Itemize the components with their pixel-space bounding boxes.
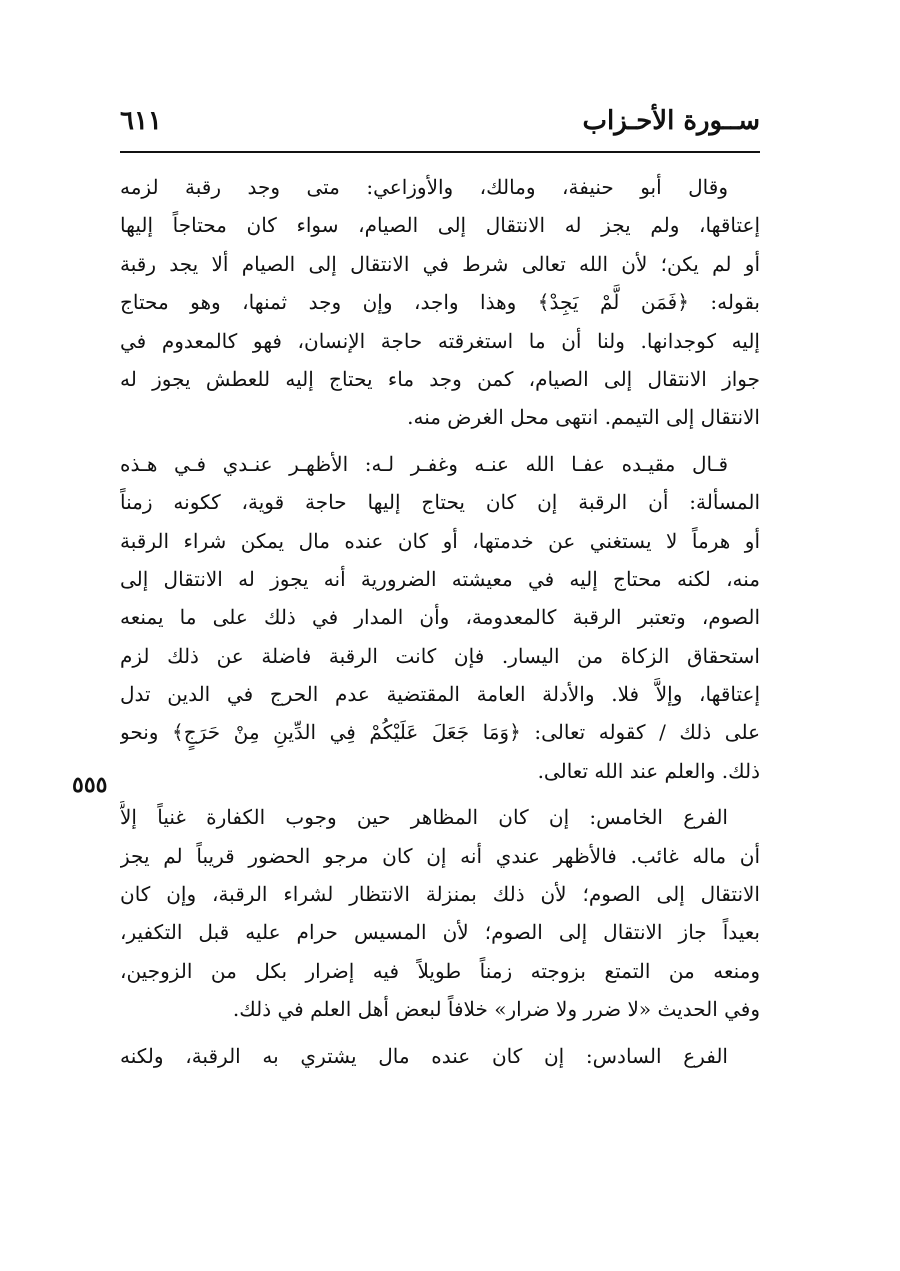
text-line: وقال أبو حنيفة، ومالك، والأوزاعي: متى وجد رقبة لزمه bbox=[120, 175, 728, 199]
text-line: المسألة: أن الرقبة إن كان يحتاج إليها حاجة قوية، ككونه زمناً bbox=[120, 490, 760, 515]
text-line: منه، لكنه محتاج إليه في معيشته الضرورية أنه يجوز له الانتقال إلى bbox=[120, 566, 760, 591]
text-line: قـال مقيـده عفـا الله عنـه وغفـر لـه: الأظهـر عنـدي فـي هـذه bbox=[120, 451, 728, 476]
text-line: وفي الحديث «لا ضرر ولا ضرار» خلافاً لبعض أهل العلم في ذلك. bbox=[232, 997, 760, 1022]
page-number: ٦١١ bbox=[120, 106, 162, 136]
paragraph-3 bbox=[120, 798, 760, 1028]
body-text bbox=[120, 168, 760, 1083]
text-line: الفرع الخامس: إن كان المظاهر حين وجوب الكفارة غنياً إلاَّ bbox=[120, 805, 728, 830]
margin-page-reference: ٥٥٥ bbox=[72, 772, 108, 798]
text-line: استحقاق الزكاة من اليسار. فإن كانت الرقبة فاضلة عن ذلك لزم bbox=[120, 643, 760, 668]
text-line: ومنعه من التمتع بزوجته زمناً طويلاً فيه إضرار بكل من الزوجين، bbox=[120, 958, 760, 983]
text-line: أن ماله غائب. فالأظهر عندي أنه إن كان مرجو الحضور قريباً لم يجز bbox=[120, 843, 760, 868]
text-line: أو لم يكن؛ لأن الله تعالى شرط في الانتقال إلى الصيام ألا يجد رقبة bbox=[120, 251, 760, 276]
text-line: ذلك. والعلم عند الله تعالى. bbox=[537, 758, 760, 783]
text-line: على ذلك / كقوله تعالى: ﴿وَمَا جَعَلَ عَلَيْكُمْ فِي الدِّينِ مِنْ حَرَجٍ﴾ ونحو bbox=[120, 720, 760, 745]
text-line: أو هرماً لا يستغني عن خدمتها، أو كان عنده مال يمكن شراء الرقبة bbox=[120, 528, 760, 553]
header-divider bbox=[120, 151, 760, 153]
paragraph-4 bbox=[120, 1037, 760, 1075]
text-line: إليه كوجدانها. ولنا أن ما استغرقته حاجة الإنسان، فهو كالمعدوم في bbox=[120, 328, 760, 353]
text-line: جواز الانتقال إلى الصيام، كمن وجد ماء يحتاج إليه للعطش يجوز له bbox=[120, 366, 760, 391]
text-line: الفرع السادس: إن كان عنده مال يشتري به الرقبة، ولكنه bbox=[120, 1043, 728, 1068]
page-header bbox=[120, 100, 760, 148]
text-line: بقوله: ﴿فَمَن لَّمْ يَجِدْ﴾ وهذا واجد، وإن وجد ثمنها، وهو محتاج bbox=[120, 290, 760, 315]
text-line: إعتاقها، ولم يجز له الانتقال إلى الصيام، سواء كان محتاجاً إليها bbox=[120, 213, 760, 238]
text-line: إعتاقها، وإلاَّ فلا. والأدلة العامة المقتضية عدم الحرج في الدين تدل bbox=[120, 682, 760, 707]
text-line: الانتقال إلى الصوم؛ لأن ذلك بمنزلة الانتظار لشراء الرقبة، وإن كان bbox=[120, 882, 760, 907]
paragraph-2 bbox=[120, 445, 760, 791]
surah-title: ســورة الأحـزاب bbox=[582, 106, 760, 136]
text-line: الصوم، وتعتبر الرقبة كالمعدومة، وأن المدار في ذلك على ما يمنعه bbox=[120, 605, 760, 630]
text-line: الانتقال إلى التيمم. انتهى محل الغرض منه. bbox=[407, 405, 760, 430]
text-line: بعيداً جاز الانتقال إلى الصوم؛ لأن المسيس حرام عليه قبل التكفير، bbox=[120, 920, 760, 945]
paragraph-1 bbox=[120, 168, 760, 437]
